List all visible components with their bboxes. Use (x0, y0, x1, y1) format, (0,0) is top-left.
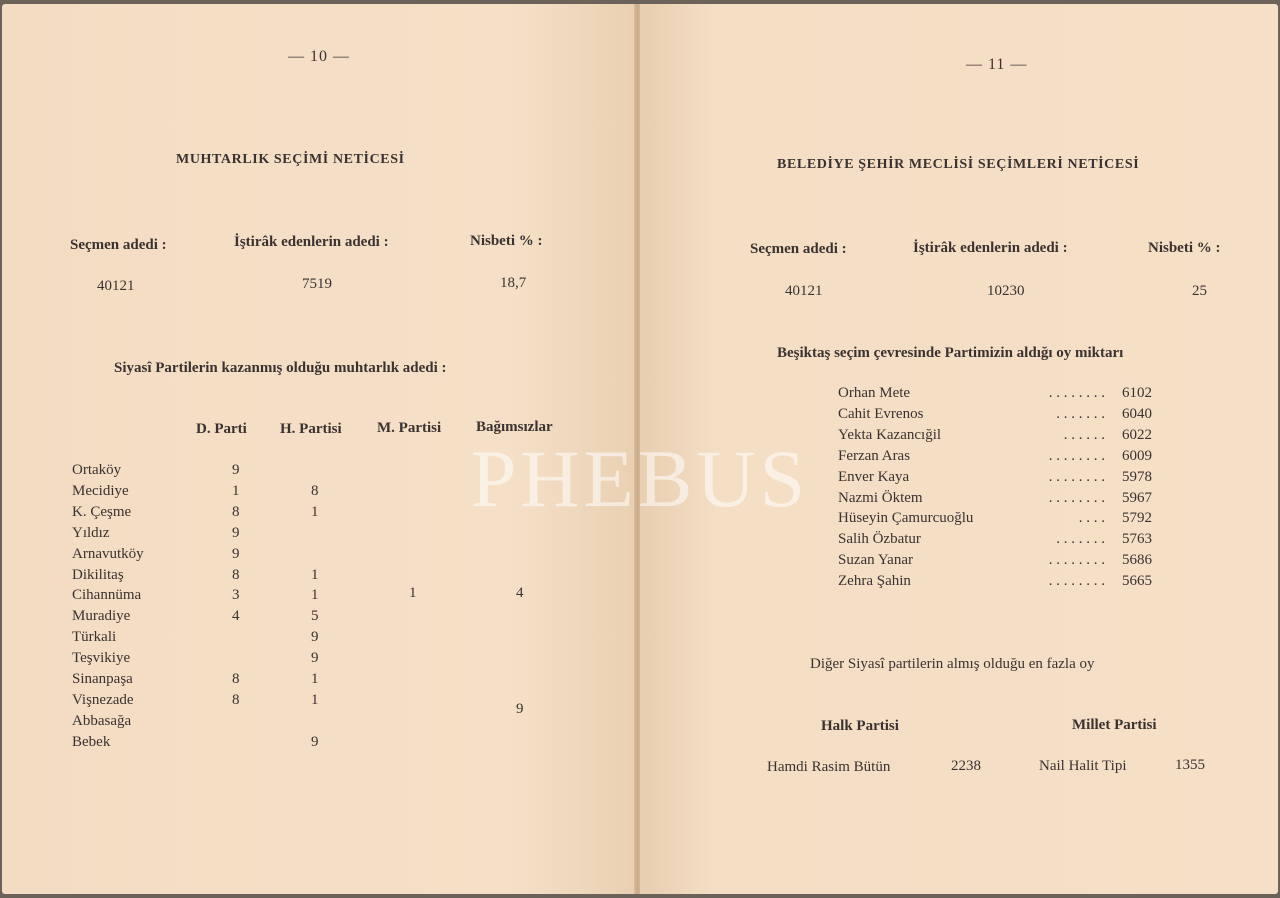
leader-dots: . . . . . . . . (1048, 385, 1105, 401)
neighborhood-name: Yıldız (72, 524, 110, 541)
leader-dots: . . . . . . . (1056, 531, 1105, 548)
other-parties-heading: Diğer Siyasî partilerin almış olduğu en fazla oy (810, 656, 1095, 672)
candidate-votes: 6009 (1122, 447, 1152, 464)
h-partisi-count: 9 (311, 733, 319, 750)
leader-dots: . . . . . . (1063, 426, 1105, 443)
candidate-name: Cahit Evrenos (838, 405, 924, 422)
voters-label: Seçmen adedi : (750, 241, 847, 257)
d-parti-count: 3 (232, 587, 240, 604)
candidate-votes: 5686 (1122, 552, 1152, 569)
candidate-votes: 6022 (1122, 426, 1152, 443)
ratio-value: 18,7 (500, 275, 527, 291)
neighborhood-name: Vişnezade (72, 691, 134, 708)
h-partisi-count: 8 (311, 482, 319, 499)
participants-label: İştirâk edenlerin adedi : (913, 240, 1068, 256)
h-partisi-count: 5 (311, 608, 319, 625)
candidate-name: Zehra Şahin (838, 573, 911, 590)
candidate-name: Suzan Yanar (838, 552, 913, 569)
page-number: — 11 — (966, 56, 1028, 73)
candidate-name: Ferzan Aras (838, 447, 911, 464)
page-title: MUHTARLIK SEÇİMİ NETİCESİ (176, 152, 405, 167)
ratio-label: Nisbeti % : (470, 233, 543, 249)
voters-value: 40121 (785, 283, 823, 299)
neighborhood-name: Muradiye (72, 608, 131, 625)
leader-dots: . . . . . . . . (1048, 573, 1105, 590)
m-partisi-count: 1 (409, 585, 417, 602)
candidate-votes: 5792 (1122, 510, 1152, 527)
leader-dots: . . . . . . . (1056, 405, 1105, 422)
h-partisi-count: 1 (311, 691, 319, 708)
watermark-text: PHEBUS (470, 433, 810, 524)
d-parti-count: 8 (232, 691, 240, 708)
candidate-name: Nazmi Öktem (838, 489, 923, 506)
leader-dots: . . . . . . . . (1048, 489, 1105, 506)
d-parti-count: 1 (232, 482, 240, 499)
voters-value: 40121 (97, 278, 135, 294)
other-candidate-name: Hamdi Rasim Bütün (767, 759, 891, 775)
neighborhood-name: Dikilitaş (72, 566, 124, 583)
h-partisi-count: 9 (311, 629, 319, 646)
votes-heading: Beşiktaş seçim çevresinde Partimizin aldığı oy miktarı (777, 345, 1124, 361)
other-candidate-name: Nail Halit Tipi (1039, 758, 1127, 774)
leader-dots: . . . . . . . . (1048, 468, 1105, 485)
bagimsizlar-count: 4 (516, 585, 524, 602)
h-partisi-count: 1 (311, 503, 319, 520)
column-header: Bağımsızlar (476, 419, 553, 435)
candidate-name: Hüseyin Çamurcuoğlu (838, 510, 974, 527)
participants-value: 7519 (302, 276, 332, 292)
candidate-name: Salih Özbatur (838, 531, 921, 548)
neighborhood-name: Sinanpaşa (72, 671, 133, 687)
party-name: Millet Partisi (1072, 717, 1157, 733)
ratio-label: Nisbeti % : (1148, 240, 1221, 256)
d-parti-count: 9 (232, 545, 240, 562)
other-candidate-votes: 2238 (951, 758, 981, 774)
neighborhood-name: Cihannüma (72, 587, 142, 604)
column-header: M. Partisi (377, 420, 442, 436)
parties-heading: Siyasî Partilerin kazanmış olduğu muhtarlık adedi : (114, 360, 447, 376)
column-header: D. Parti (196, 421, 247, 437)
neighborhood-name: K. Çeşme (72, 503, 132, 520)
candidate-name: Orhan Mete (838, 385, 911, 401)
page-title: BELEDİYE ŞEHİR MECLİSİ SEÇİMLERİ NETİCESİ (777, 157, 1140, 172)
leader-dots: . . . . (1078, 510, 1105, 527)
party-name: Halk Partisi (821, 718, 899, 734)
neighborhood-name: Abbasağa (72, 712, 132, 729)
d-parti-count: 4 (232, 608, 240, 625)
candidate-votes: 6102 (1122, 385, 1152, 401)
page-number: — 10 — (288, 48, 350, 65)
leader-dots: . . . . . . . . (1048, 447, 1105, 464)
d-parti-count: 9 (232, 524, 240, 541)
neighborhood-name: Bebek (72, 733, 111, 750)
candidate-votes: 5978 (1122, 468, 1152, 485)
candidate-votes: 5763 (1122, 531, 1152, 548)
candidate-votes: 5967 (1122, 489, 1152, 506)
d-parti-count: 8 (232, 671, 240, 687)
neighborhood-name: Arnavutköy (72, 545, 144, 562)
bagimsizlar-count: 9 (516, 700, 524, 717)
participants-label: İştirâk edenlerin adedi : (234, 234, 389, 250)
leader-dots: . . . . . . . . (1048, 552, 1105, 569)
neighborhood-name: Teşvikiye (72, 650, 131, 667)
voters-label: Seçmen adedi : (70, 237, 167, 253)
h-partisi-count: 1 (311, 587, 319, 604)
h-partisi-count: 9 (311, 650, 319, 667)
candidate-votes: 5665 (1122, 573, 1152, 590)
ratio-value: 25 (1192, 283, 1207, 299)
other-candidate-votes: 1355 (1175, 757, 1205, 773)
table-row: Ortaköy (72, 462, 122, 478)
neighborhood-name: Mecidiye (72, 482, 129, 499)
d-parti-count: 8 (232, 503, 240, 520)
neighborhood-name: Türkali (72, 629, 117, 646)
candidate-votes: 6040 (1122, 405, 1152, 422)
participants-value: 10230 (987, 283, 1025, 299)
h-partisi-count: 1 (311, 566, 319, 583)
d-parti-count: 8 (232, 566, 240, 583)
candidate-name: Yekta Kazancığil (838, 426, 942, 443)
h-partisi-count: 1 (311, 671, 319, 687)
column-header: H. Partisi (280, 421, 342, 437)
d-parti-count: 9 (232, 462, 240, 478)
candidate-name: Enver Kaya (838, 468, 910, 485)
